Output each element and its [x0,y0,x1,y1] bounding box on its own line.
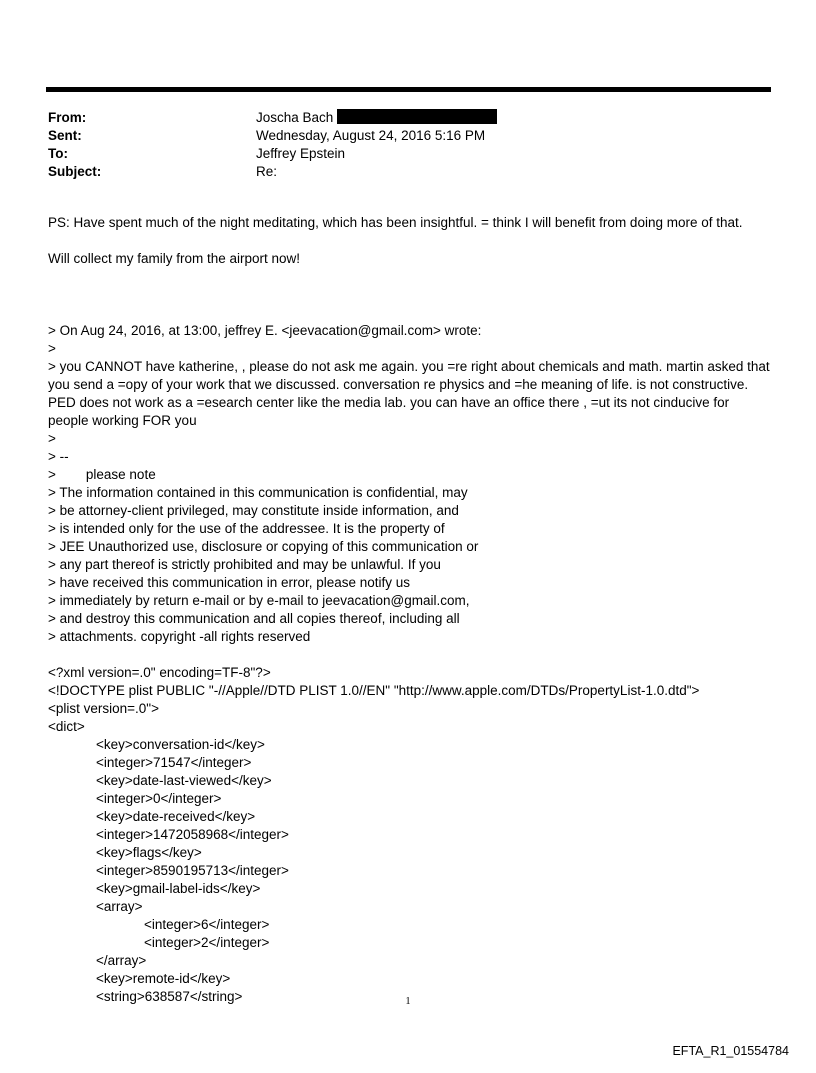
plist-line: <?xml version=.0" encoding=TF-8"?> [48,665,271,680]
quoted-line: > JEE Unauthorized use, disclosure or copying of this communication or [48,539,479,554]
quoted-paragraph: > you CANNOT have katherine, , please do not ask me again. you =re right about chemicals and math. martin asked that you send a =opy of your work that we discussed. conversation re physics and =he meaning of life. is not constructive. PED does not work as a =esearch center like the media lab. you can have an office there , =ut its not cinducive for people working FOR you [48,359,770,428]
plist-line: <integer>8590195713</integer> [96,863,289,878]
quoted-line: > be attorney-client privileged, may constitute inside information, and [48,503,459,518]
quoted-line: > -- [48,449,69,464]
quoted-line: > [48,341,56,356]
plist-line: <key>flags</key> [96,845,202,860]
quoted-line: > attachments. copyright -all rights reserved [48,629,311,644]
from-row [48,109,497,127]
sent-value: Wednesday, August 24, 2016 5:16 PM [256,128,486,143]
plist-line: <integer>71547</integer> [96,755,252,770]
quoted-line: > any part thereof is strictly prohibited and may be unlawful. If you [48,557,441,572]
to-label: To: [48,146,68,161]
plist-line: <integer>1472058968</integer> [96,827,289,842]
quoted-line: > On Aug 24, 2016, at 13:00, jeffrey E. <jeevacation@gmail.com> wrote: [48,323,482,338]
plist-line: <string>638587</string> [96,989,243,1004]
quote-marker: > [48,467,56,482]
plist-line: <plist version=.0"> [48,701,159,716]
page-number: 1 [405,996,411,1007]
quoted-line: > and destroy this communication and all copies thereof, including all [48,611,460,626]
plist-line: <key>date-received</key> [96,809,256,824]
subject-row [48,163,497,181]
quoted-line: > is intended only for the use of the addressee. It is the property of [48,521,445,536]
subject-label: Subject: [48,164,102,179]
redaction-box [337,109,497,124]
plist-line: <!DOCTYPE plist PUBLIC "-//Apple//DTD PLIST 1.0//EN" "http://www.apple.com/DTDs/PropertyList-1.0.dtd"> [48,683,700,698]
message-paragraph: PS: Have spent much of the night meditating, which has been insightful. = think I will benefit from doing more of that. [48,215,743,230]
subject-value: Re: [256,164,278,179]
quoted-note: please note [85,467,156,482]
from-label: From: [48,110,87,125]
quoted-line: > The information contained in this communication is confidential, may [48,485,468,500]
email-header [48,109,497,181]
header-rule [46,87,771,92]
plist-line: <key>date-last-viewed</key> [96,773,272,788]
plist-line: <array> [96,899,143,914]
email-body [48,214,770,1006]
plist-line: <integer>6</integer> [144,917,270,932]
quoted-line: > [48,431,56,446]
plist-line: <dict> [48,719,85,734]
quoted-line: > immediately by return e-mail or by e-mail to jeevacation@gmail.com, [48,593,470,608]
from-name: Joscha Bach [256,110,334,125]
quoted-line [48,466,770,484]
bates-number: EFTA_R1_01554784 [672,1044,789,1058]
to-row [48,145,497,163]
sent-row [48,127,497,145]
plist-line: <key>gmail-label-ids</key> [96,881,261,896]
plist-line: <integer>0</integer> [96,791,222,806]
to-value: Jeffrey Epstein [256,146,346,161]
plist-line: <key>remote-id</key> [96,971,231,986]
plist-line: </array> [96,953,147,968]
plist-line: <integer>2</integer> [144,935,270,950]
sent-label: Sent: [48,128,82,143]
message-paragraph: Will collect my family from the airport now! [48,251,301,266]
quoted-line: > have received this communication in error, please notify us [48,575,411,590]
plist-line: <key>conversation-id</key> [96,737,265,752]
from-value [256,109,497,127]
